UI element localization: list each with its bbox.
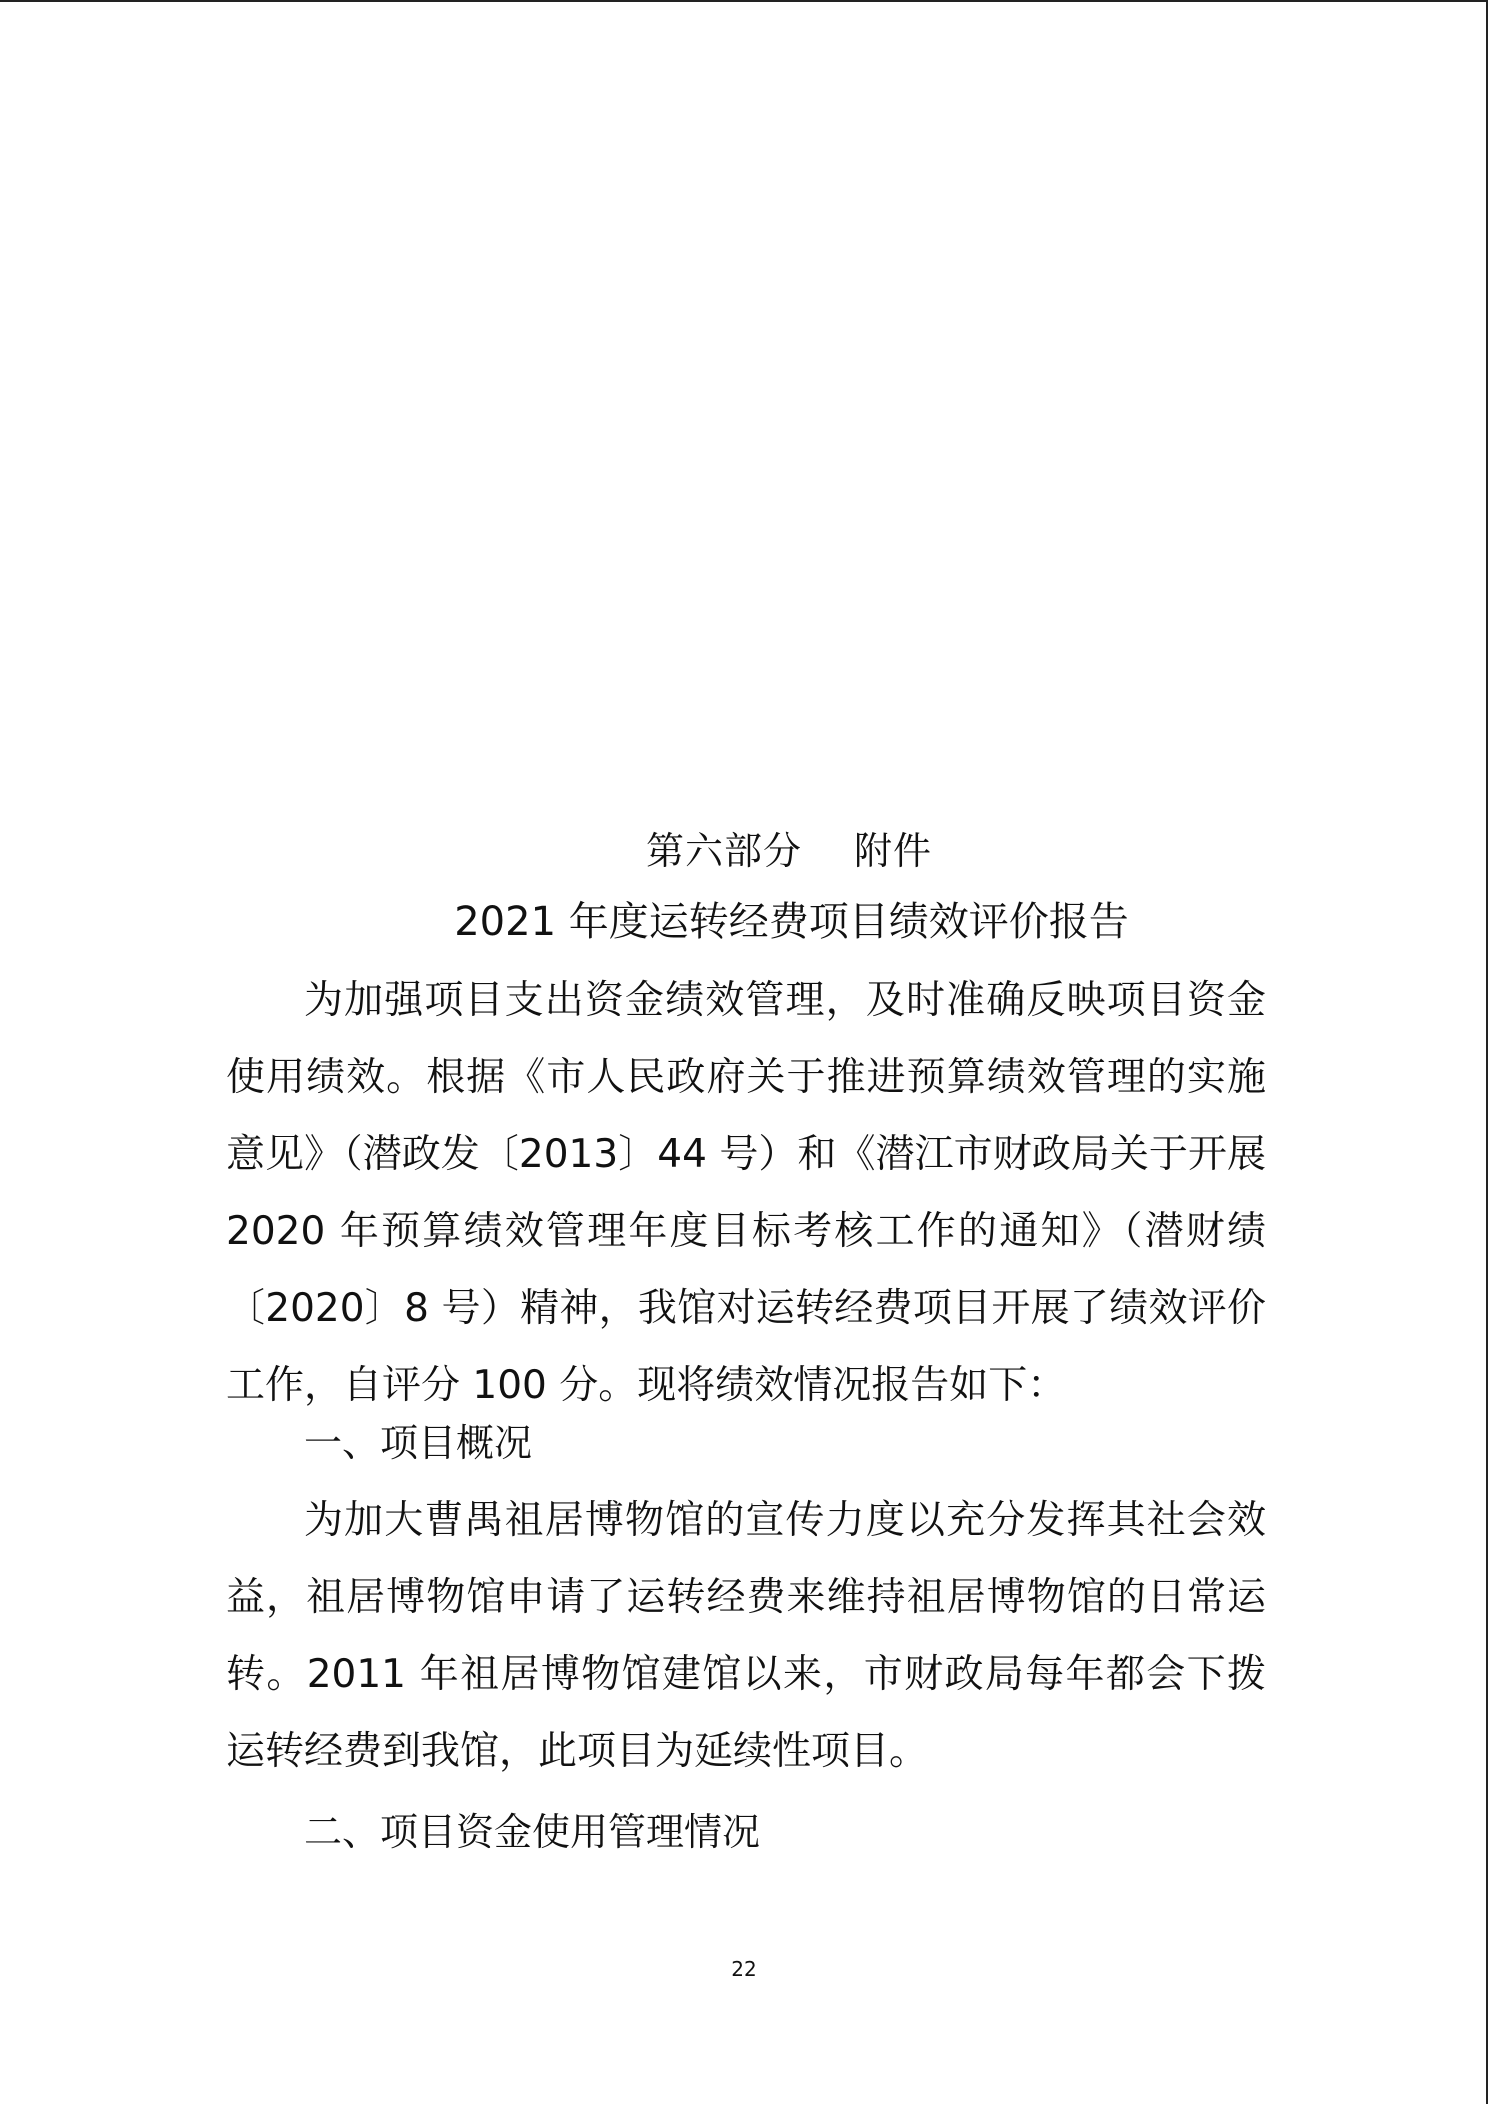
intro-paragraph: 为加强项目支出资金绩效管理，及时准确反映项目资金使用绩效。根据《市人民政府关于推进预算绩效管理的实施意见》（潜政发〔2013〕44 号）和《潜江市财政局关于开展2020 年预算绩效管理年度目标考核工作的通知》（潜财绩〔2020〕8 号）精神，我馆对运转经费项目开展了绩效评价工作，自评分 100 分。现将绩效情况报告如下：	[226, 978, 1266, 1408]
overview-paragraph: 为加大曹禺祖居博物馆的宣传力度以充分发挥其社会效益，祖居博物馆申请了运转经费来维持祖居博物馆的日常运转。2011 年祖居博物馆建馆以来，市财政局每年都会下拨运转经费到我馆，此项目为延续性项目。	[226, 1498, 1266, 1774]
intro-paragraph-block	[226, 962, 1266, 1424]
heading-fund-management: 二、项目资金使用管理情况	[304, 1810, 761, 1854]
heading-project-overview: 一、项目概况	[304, 1421, 533, 1465]
section-title: 第六部分 附件	[645, 829, 933, 873]
page-number: 22	[731, 1957, 757, 1981]
overview-paragraph-block	[226, 1482, 1266, 1790]
report-title: 2021 年度运转经费项目绩效评价报告	[454, 899, 1129, 945]
